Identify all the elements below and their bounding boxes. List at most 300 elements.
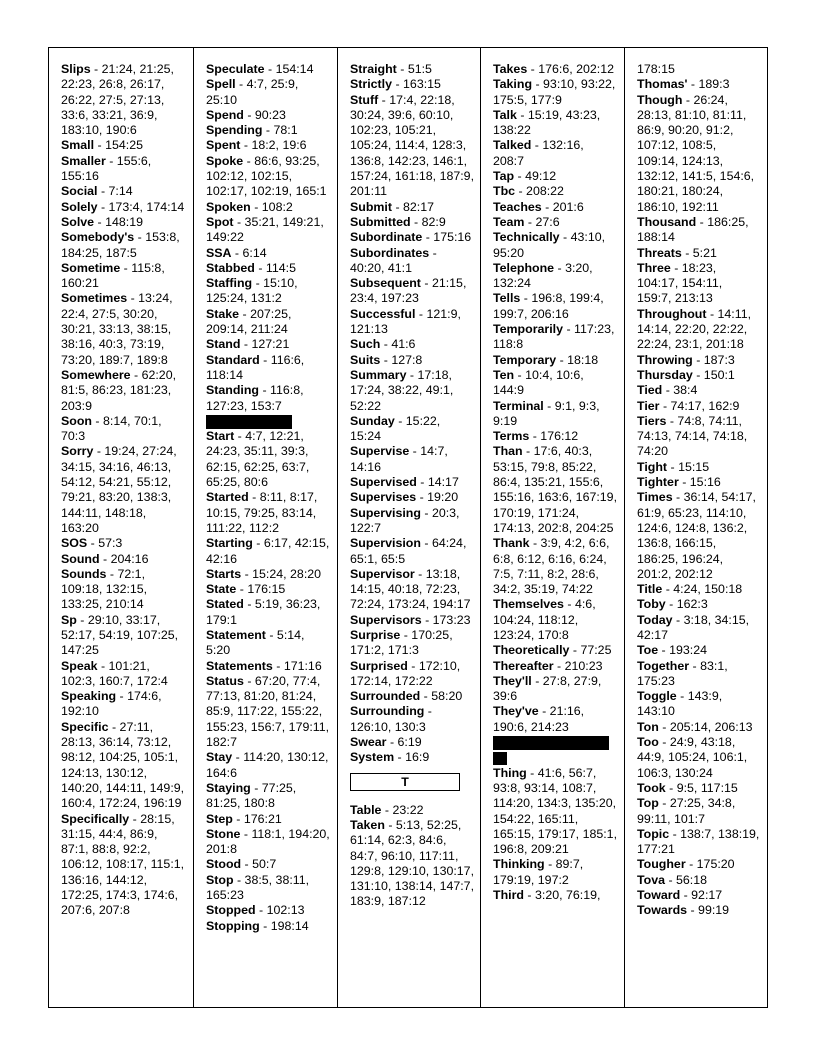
index-term: Tier [637, 398, 660, 413]
page-line-references: 170:25, 171:2, 171:3 [350, 627, 453, 658]
page-line-references: 9:5, 117:15 [676, 780, 738, 795]
page-line-references: 15:19, 43:23, 138:22 [493, 107, 601, 138]
index-term: Thousand [637, 214, 697, 229]
index-entry: Specific - 27:11, 28:13, 36:14, 73:12, 98:12, 104:25, 105:1, 124:13, 130:12, 140:20, 144:11, 149:9, 160:4, 172:24, 196:19 [61, 719, 185, 811]
index-entry: SOS - 57:3 [61, 536, 123, 551]
index-term: Together [637, 658, 690, 673]
index-term: Teaches [493, 199, 542, 214]
page-line-references: 154:25 [105, 138, 143, 153]
index-entry: Ton - 205:14, 206:13 [637, 719, 753, 734]
page-line-references: 5:21 [692, 245, 717, 260]
index-entry: Stabbed - 114:5 [206, 260, 296, 275]
index-term: Stake [206, 306, 240, 321]
index-entry: Starting - 6:17, 42:15, 42:16 [206, 536, 330, 566]
index-term: Surprised [350, 658, 408, 673]
index-entry: Sorry - 19:24, 27:24, 34:15, 34:16, 46:13, 54:12, 54:21, 55:12, 79:21, 83:20, 138:3, 144:11, 148:18, 163:20 [61, 444, 177, 535]
index-column-2 [193, 48, 337, 1007]
index-entry: Topic - 138:7, 138:19, 177:21 [637, 826, 760, 857]
index-term: Tiers [637, 413, 667, 428]
index-term: Started [206, 490, 249, 505]
page-line-references: 207:25, 209:14, 211:24 [206, 306, 292, 337]
index-term: Sometimes [61, 291, 128, 306]
index-entry: Though - 26:24, 28:13, 81:10, 81:11, 86:9, 90:20, 91:2, 107:12, 108:5, 109:14, 124:13, 132:12, 141:5, 154:6, 180:21, 180:24, 186:10, 192:11 [637, 92, 755, 214]
index-term: Talk [493, 107, 517, 122]
index-entry: Surprised - 172:10, 172:14, 172:22 [350, 658, 461, 688]
index-term: Thinking [493, 857, 545, 872]
index-term: Temporarily [493, 322, 564, 337]
index-entry: Toby - 162:3 [637, 597, 708, 612]
index-entry: Terms - 176:12 [493, 429, 579, 444]
page-line-references: 9:1, 9:3, 9:19 [493, 398, 600, 428]
page-line-references: 6:17, 42:15, 42:16 [206, 536, 330, 566]
page-line-references: 74:8, 74:11, 74:13, 74:14, 74:18, 74:20 [637, 413, 748, 459]
index-term: They've [493, 704, 539, 719]
page-line-references: 82:9 [421, 214, 446, 229]
index-term: Throughout [637, 306, 707, 321]
index-entry: Speak - 101:21, 102:3, 160:7, 172:4 [61, 658, 168, 688]
index-term: Spent [206, 138, 241, 153]
index-entry: SSA - 6:14 [206, 245, 267, 260]
page-line-references: 36:14, 54:17, 61:9, 65:23, 114:10, 124:6, 124:8, 136:2, 136:8, 166:15, 186:25, 196:24, 201:2, 202:12 [637, 490, 756, 581]
index-entry: Summary - 17:18, 17:24, 38:22, 49:1, 52:22 [350, 367, 454, 413]
index-term: Toe [637, 643, 659, 658]
index-entry: Talked - 132:16, 208:7 [493, 138, 584, 168]
index-term: Sometime [61, 260, 121, 275]
index-entry: Stand - 127:21 [206, 337, 290, 352]
index-entry: Stuff - 17:4, 22:18, 30:24, 39:6, 60:10, 102:23, 105:21, 105:24, 114:4, 128:3, 136:8, 142:23, 146:1, 157:24, 161:18, 187:9, 201:11 [350, 92, 475, 199]
page-line-references: 175:16 [433, 230, 472, 245]
page-line-references: 4:7, 12:21, 24:23, 35:11, 39:3, 62:15, 62:25, 63:7, 65:25, 80:6 [206, 429, 310, 490]
index-entry: Tells - 196:8, 199:4, 199:7, 206:16 [493, 291, 604, 321]
page-line-references: 64:24, 65:1, 65:5 [350, 536, 467, 566]
index-term: Spell [206, 77, 236, 92]
index-entry: Takes - 176:6, 202:12 [493, 62, 615, 76]
index-term: Statements [206, 658, 273, 673]
page-line-references: 176:15 [247, 582, 286, 597]
page-line-references: 101:21, 102:3, 160:7, 172:4 [61, 658, 168, 688]
page-line-references: 174:6, 192:10 [61, 689, 162, 719]
page-line-references: 143:9, 143:10 [637, 689, 723, 719]
index-term: Step [206, 811, 233, 826]
page-line-references: 99:19 [698, 903, 730, 918]
index-term: Thereafter [493, 658, 554, 673]
page-line-references: 8:11, 8:17, 10:15, 79:25, 83:14, 111:22, 112:2 [206, 490, 318, 535]
page-line-references: 27:25, 34:8, 99:11, 101:7 [637, 796, 736, 826]
index-term: Spot [206, 214, 234, 229]
index-entry: Statements - 171:16 [206, 658, 322, 673]
index-term: Surrounding [350, 704, 425, 719]
index-term: Start [206, 429, 235, 444]
page-line-references: 58:20 [431, 689, 463, 704]
page-line-references: 176:6, 202:12 [538, 62, 615, 76]
index-term: Taking [493, 77, 533, 92]
index-term: Solve [61, 214, 95, 229]
page-line-references: 176:12 [540, 429, 579, 444]
index-term: Subordinates [350, 245, 430, 260]
page-line-references: 3:20, 132:24 [493, 260, 593, 291]
index-entry: Toward - 92:17 [637, 888, 723, 903]
index-entry: Specifically - 28:15, 31:15, 44:4, 86:9, 87:1, 88:8, 92:2, 106:12, 108:17, 115:1, 136:16, 144:12, 172:25, 174:3, 174:6, 207:6, 207:8 [61, 811, 185, 918]
index-entry: Surprise - 170:25, 171:2, 171:3 [350, 627, 453, 658]
page-line-references: 175:20 [696, 857, 735, 872]
index-entry: Took - 9:5, 117:15 [637, 780, 738, 795]
index-term: Ten [493, 367, 515, 382]
page-line-references: 78:1 [273, 123, 298, 138]
index-entry: Thereafter - 210:23 [493, 658, 603, 673]
index-entry: Ten - 10:4, 10:6, 144:9 [493, 367, 584, 398]
index-term: Spoke [206, 153, 244, 168]
page-line-references: 18:18 [567, 352, 599, 367]
index-entry: Team - 27:6 [493, 214, 560, 229]
index-term: Straight [350, 62, 397, 76]
index-entry: Toggle - 143:9, 143:10 [637, 689, 723, 719]
index-term: Took [637, 780, 666, 795]
redacted-entry [206, 414, 331, 429]
index-term: Three [637, 260, 671, 275]
index-entry: Staying - 77:25, 81:25, 180:8 [206, 780, 297, 811]
page-line-references: 187:3 [703, 352, 735, 367]
index-term: Tbc [493, 184, 516, 199]
page-line-references: 20:3, 122:7 [350, 505, 460, 535]
index-term: Supervises [350, 490, 417, 505]
index-entry: Theoretically - 77:25 [493, 643, 612, 658]
page-line-references: 41:6, 56:7, 93:8, 93:14, 108:7, 114:20, 134:3, 135:20, 154:22, 165:11, 165:15, 179:17, 185:1, 196:8, 209:21 [493, 765, 618, 857]
page-line-references: 19:20 [427, 490, 459, 505]
index-term: Smaller [61, 153, 106, 168]
index-term: Theoretically [493, 643, 570, 658]
index-term: Supervisor [350, 566, 415, 581]
page-line-references: 173:23 [432, 612, 471, 627]
index-term: Terms [493, 429, 530, 444]
index-term: Staying [206, 780, 251, 795]
index-term: Surprise [350, 627, 401, 642]
page-line-references: 74:17, 162:9 [670, 398, 740, 413]
index-term: Sound [61, 551, 100, 566]
index-entry: Temporarily - 117:23, 118:8 [493, 322, 615, 352]
index-term: Speaking [61, 689, 117, 704]
index-term: They'll [493, 673, 532, 688]
page-line-references: 15:16 [689, 475, 721, 490]
index-entry: Together - 83:1, 175:23 [637, 658, 728, 688]
index-term: Surrounded [350, 689, 421, 704]
index-entry: System - 16:9 [350, 750, 430, 765]
redaction-bar [493, 736, 609, 750]
index-term: Stopping [206, 918, 260, 933]
index-term: Thursday [637, 367, 693, 382]
index-term: Stated [206, 597, 244, 612]
index-entry: Tougher - 175:20 [637, 857, 735, 872]
index-term: Taken [350, 817, 385, 832]
index-entry: Staffing - 15:10, 125:24, 131:2 [206, 276, 298, 306]
page-line-references: 154:14 [275, 62, 314, 76]
page-line-references: 14:7, 14:16 [350, 444, 448, 474]
index-term: Stop [206, 872, 234, 887]
page-line-references: 102:13 [266, 903, 305, 918]
index-page-frame [48, 47, 768, 1008]
index-term: Successful [350, 306, 416, 321]
page-line-references: 155:6, 155:16 [61, 153, 152, 184]
page-line-references: 114:5 [265, 260, 296, 275]
index-entry: Slips - 21:24, 21:25, 22:23, 26:8, 26:17, 26:22, 27:5, 27:13, 33:6, 33:21, 36:9, 183:10, 190:6 [61, 62, 174, 138]
page-line-references: 186:25, 188:14 [637, 214, 749, 245]
index-entry: Solely - 173:4, 174:14 [61, 199, 185, 214]
redacted-entry [493, 735, 618, 766]
index-term: Subsequent [350, 276, 421, 291]
page-line-references: 208:22 [526, 184, 564, 199]
index-entry: Table - 23:22 [350, 802, 424, 817]
index-entry: Sound - 204:16 [61, 551, 149, 566]
index-term: Social [61, 184, 98, 199]
index-term: Small [61, 138, 95, 153]
index-entry: Surrounded - 58:20 [350, 689, 463, 704]
page-line-references: 3:20, 76:19, [535, 888, 601, 903]
continued-references: 178:15 [637, 62, 675, 76]
index-term: Thank [493, 536, 530, 551]
page-line-references: 38:4 [673, 383, 698, 398]
index-term: Stand [206, 337, 241, 352]
page-line-references: 204:16 [110, 551, 149, 566]
index-entry: Themselves - 4:6, 104:24, 118:12, 123:24, 170:8 [493, 597, 596, 642]
index-column-1 [49, 48, 193, 1007]
index-entry: Tiers - 74:8, 74:11, 74:13, 74:14, 74:18, 74:20 [637, 413, 748, 459]
index-term: Ton [637, 719, 659, 734]
index-term: Speculate [206, 62, 265, 76]
page-line-references: 5:13, 52:25, 61:14, 62:3, 84:6, 84:7, 96:10, 117:11, 129:8, 129:10, 130:17, 131:10, 138:14, 147:7, 183:9, 187:12 [350, 817, 475, 909]
index-term: Stood [206, 857, 242, 872]
index-entry: Standard - 116:6, 118:14 [206, 352, 305, 382]
index-entry: Teaches - 201:6 [493, 199, 584, 214]
index-entry: Small - 154:25 [61, 138, 143, 153]
index-term: Sp [61, 612, 77, 627]
index-entry: Sunday - 15:22, 15:24 [350, 413, 441, 444]
page-line-references: 77:25, 81:25, 180:8 [206, 780, 297, 811]
index-term: Starting [206, 536, 253, 551]
page-line-references: 15:24, 28:20 [252, 566, 322, 581]
page-line-references: 82:17 [403, 199, 435, 214]
index-entry: Stood - 50:7 [206, 857, 277, 872]
index-entry: Throwing - 187:3 [637, 352, 735, 367]
index-entry: Stated - 5:19, 36:23, 179:1 [206, 597, 321, 627]
page-line-references: 5:19, 36:23, 179:1 [206, 597, 321, 627]
page-line-references: 90:23 [254, 107, 286, 122]
page-line-references: 21:24, 21:25, 22:23, 26:8, 26:17, 26:22, 27:5, 27:13, 33:6, 33:21, 36:9, 183:10, 190:6 [61, 62, 174, 138]
index-entry: Third - 3:20, 76:19, [493, 888, 601, 903]
page-line-references: 67:20, 77:4, 77:13, 81:20, 81:24, 85:9, 117:22, 155:22, 155:23, 156:7, 179:11, 182:7 [206, 673, 330, 750]
page-line-references: 26:24, 28:13, 81:10, 81:11, 86:9, 90:20, 91:2, 107:12, 108:5, 109:14, 124:13, 132:12, 141:5, 154:6, 180:21, 180:24, 186:10, 192:11 [637, 92, 755, 214]
index-entry: Supervises - 19:20 [350, 490, 459, 505]
page-line-references: 17:6, 40:3, 53:15, 79:8, 85:22, 86:4, 135:21, 155:6, 155:16, 163:6, 167:19, 170:19, 171:24, 174:13, 202:8, 204:25 [493, 444, 618, 535]
page-line-references: 43:10, 95:20 [493, 230, 606, 260]
index-term: Topic [637, 826, 670, 841]
index-term: Stopped [206, 903, 256, 918]
index-term: Team [493, 214, 525, 229]
index-term: Tap [493, 169, 515, 184]
page-line-references: 49:12 [525, 169, 557, 184]
page-line-references: 8:14, 70:1, 70:3 [61, 413, 162, 444]
page-line-references: 92:17 [691, 888, 723, 903]
index-entry [637, 62, 760, 77]
index-term: Specific [61, 719, 109, 734]
index-term: Supervise [350, 444, 410, 459]
page-line-references: 127:8 [391, 352, 423, 367]
index-entry: Taking - 93:10, 93:22, 175:5, 177:9 [493, 77, 616, 107]
page-line-references: 121:9, 121:13 [350, 306, 461, 337]
index-entry: Than - 17:6, 40:3, 53:15, 79:8, 85:22, 86:4, 135:21, 155:6, 155:16, 163:6, 167:19, 170:19, 171:24, 174:13, 202:8, 204:25 [493, 444, 618, 535]
page-line-references: 193:24 [669, 643, 708, 658]
index-term: Terminal [493, 398, 544, 413]
index-entry: Submit - 82:17 [350, 199, 435, 214]
page-line-references: 15:15 [678, 459, 710, 474]
index-entry: Status - 67:20, 77:4, 77:13, 81:20, 81:24, 85:9, 117:22, 155:22, 155:23, 156:7, 179:11, 182:7 [206, 673, 330, 750]
index-entry: Terminal - 9:1, 9:3, 9:19 [493, 398, 600, 428]
page-line-references: 117:23, 118:8 [493, 322, 615, 352]
index-entry: Thing - 41:6, 56:7, 93:8, 93:14, 108:7, 114:20, 134:3, 135:20, 154:22, 165:11, 165:15, 179:17, 185:1, 196:8, 209:21 [493, 765, 618, 857]
index-term: Tied [637, 383, 663, 398]
index-entry: Tight - 15:15 [637, 459, 710, 474]
index-term: Threats [637, 245, 682, 260]
page-line-references: 171:16 [283, 658, 322, 673]
page-line-references: 50:7 [252, 857, 277, 872]
index-term: Submit [350, 199, 392, 214]
index-entry: Stake - 207:25, 209:14, 211:24 [206, 306, 292, 337]
index-entry: Tighter - 15:16 [637, 475, 721, 490]
index-entry: Threats - 5:21 [637, 245, 717, 260]
page-line-references: 108:2 [261, 199, 293, 214]
page-line-references: 13:24, 22:4, 27:5, 30:20, 30:21, 33:13, 38:15, 38:16, 40:3, 73:19, 73:20, 189:7, 189:8 [61, 291, 173, 367]
index-entry: Sometimes - 13:24, 22:4, 27:5, 30:20, 30:21, 33:13, 38:15, 38:16, 40:3, 73:19, 73:20, 189:7, 189:8 [61, 291, 173, 367]
index-entry: Sounds - 72:1, 109:18, 132:15, 133:25, 210:14 [61, 566, 148, 612]
index-term: Staffing [206, 276, 253, 291]
page-line-references: 89:7, 179:19, 197:2 [493, 857, 584, 887]
index-entry: Sometime - 115:8, 160:21 [61, 260, 165, 291]
index-entry: Tied - 38:4 [637, 383, 698, 398]
index-term: Times [637, 490, 673, 505]
index-term: Toward [637, 888, 681, 903]
index-entry: Today - 3:18, 34:15, 42:17 [637, 612, 750, 642]
page-line-references: 57:3 [98, 536, 123, 551]
page-line-references: 27:6 [535, 214, 560, 229]
index-entry: Straight - 51:5 [350, 62, 432, 76]
index-term: Sunday [350, 413, 395, 428]
page-line-references: 4:24, 150:18 [673, 582, 743, 597]
index-term: Somewhere [61, 367, 131, 382]
index-entry: Thousand - 186:25, 188:14 [637, 214, 749, 245]
index-term: Than [493, 444, 523, 459]
index-term: SOS [61, 536, 88, 551]
page-line-references: 115:8, 160:21 [61, 260, 165, 291]
index-term: Swear [350, 735, 387, 750]
index-term: System [350, 750, 395, 765]
page-line-references: 13:18, 14:15, 40:18, 72:23, 72:24, 173:24, 194:17 [350, 566, 471, 612]
section-letter-heading: T [350, 773, 460, 791]
page-line-references: 138:7, 138:19, 177:21 [637, 826, 760, 857]
page-line-references: 162:3 [676, 597, 708, 612]
index-entry: Successful - 121:9, 121:13 [350, 306, 461, 337]
index-term: Table [350, 802, 382, 817]
index-term: Telephone [493, 260, 555, 275]
index-term: Slips [61, 62, 91, 76]
index-entry: Submitted - 82:9 [350, 214, 446, 229]
index-term: Solely [61, 199, 98, 214]
index-entry: Somebody's - 153:8, 184:25, 187:5 [61, 230, 180, 260]
page-line-references: 148:19 [105, 214, 143, 229]
index-entry: Tier - 74:17, 162:9 [637, 398, 740, 413]
page-line-references: 189:3 [698, 77, 730, 92]
index-column-4 [480, 48, 624, 1007]
page-line-references: 93:10, 93:22, 175:5, 177:9 [493, 77, 616, 107]
index-term: Submitted [350, 214, 411, 229]
index-term: Somebody's [61, 230, 135, 245]
index-entry: State - 176:15 [206, 582, 286, 597]
index-term: Sounds [61, 566, 107, 581]
page-line-references: 21:15, 23:4, 197:23 [350, 276, 467, 306]
page-line-references: 3:9, 4:2, 6:6, 6:8, 6:12, 6:16, 6:24, 7:5, 7:11, 8:2, 28:6, 34:2, 35:19, 74:22 [493, 536, 610, 597]
page-line-references: 3:18, 34:15, 42:17 [637, 612, 750, 642]
page-line-references: 196:8, 199:4, 199:7, 206:16 [493, 291, 604, 321]
page-line-references: 27:8, 27:9, 39:6 [493, 673, 602, 704]
index-entry: Supervisor - 13:18, 14:15, 40:18, 72:23, 72:24, 173:24, 194:17 [350, 566, 471, 612]
index-term: Stabbed [206, 260, 255, 275]
index-entry: Temporary - 18:18 [493, 352, 599, 367]
index-term: Such [350, 337, 381, 352]
index-term: Supervision [350, 536, 421, 551]
page-line-references: 77:25 [580, 643, 612, 658]
page-line-references: 118:1, 194:20, 201:8 [206, 826, 330, 857]
index-entry: Throughout - 14:11, 14:14, 22:20, 22:22, 22:24, 23:1, 201:18 [637, 306, 752, 352]
index-entry: Starts - 15:24, 28:20 [206, 566, 322, 581]
index-term: Takes [493, 62, 528, 76]
page-line-references: 56:18 [676, 872, 708, 887]
page-line-references: 4:7, 25:9, 25:10 [206, 77, 299, 107]
index-entry: Subsequent - 21:15, 23:4, 197:23 [350, 276, 467, 306]
index-entry: Spot - 35:21, 149:21, 149:22 [206, 214, 324, 245]
page-line-references: 10:4, 10:6, 144:9 [493, 367, 584, 398]
index-entry: Towards - 99:19 [637, 903, 730, 918]
page-line-references: 153:8, 184:25, 187:5 [61, 230, 180, 260]
page-line-references: 7:14 [108, 184, 133, 199]
index-term: Title [637, 582, 663, 597]
index-entry: Standing - 116:8, 127:23, 153:7 [206, 383, 304, 413]
page-line-references: 35:21, 149:21, 149:22 [206, 214, 324, 245]
index-entry: Taken - 5:13, 52:25, 61:14, 62:3, 84:6, 84:7, 96:10, 117:11, 129:8, 129:10, 130:17, 131:10, 138:14, 147:7, 183:9, 187:12 [350, 817, 475, 909]
index-term: Spending [206, 123, 263, 138]
index-term: Suits [350, 352, 381, 367]
index-entry: They'll - 27:8, 27:9, 39:6 [493, 673, 602, 704]
index-term: Speak [61, 658, 98, 673]
index-entry: Tap - 49:12 [493, 169, 557, 184]
page-line-references: 17:4, 22:18, 30:24, 39:6, 60:10, 102:23, 105:21, 105:24, 114:4, 128:3, 136:8, 142:23, 146:1, 157:24, 161:18, 187:9, 201:11 [350, 92, 475, 199]
index-entry: They've - 21:16, 190:6, 214:23 [493, 704, 585, 734]
page-line-references: 150:1 [703, 367, 735, 382]
index-term: Summary [350, 367, 407, 382]
index-term: Spoken [206, 199, 251, 214]
page-line-references: 116:6, 118:14 [206, 352, 305, 382]
index-term: Toby [637, 597, 666, 612]
page-line-references: 15:10, 125:24, 131:2 [206, 276, 298, 306]
index-term: Tova [637, 872, 665, 887]
index-entry: Thinking - 89:7, 179:19, 197:2 [493, 857, 584, 887]
index-term: Tighter [637, 475, 679, 490]
index-entry: Supervision - 64:24, 65:1, 65:5 [350, 536, 467, 566]
page-line-references: 114:20, 130:12, 164:6 [206, 750, 329, 780]
page-line-references: 14:17 [427, 475, 459, 490]
index-entry: Started - 8:11, 8:17, 10:15, 79:25, 83:14, 111:22, 112:2 [206, 490, 318, 535]
page-line-references: 205:14, 206:13 [669, 719, 753, 734]
index-term: Specifically [61, 811, 130, 826]
page-line-references: 4:6, 104:24, 118:12, 123:24, 170:8 [493, 597, 596, 642]
index-term: Third [493, 888, 524, 903]
index-entry: Spend - 90:23 [206, 107, 286, 122]
